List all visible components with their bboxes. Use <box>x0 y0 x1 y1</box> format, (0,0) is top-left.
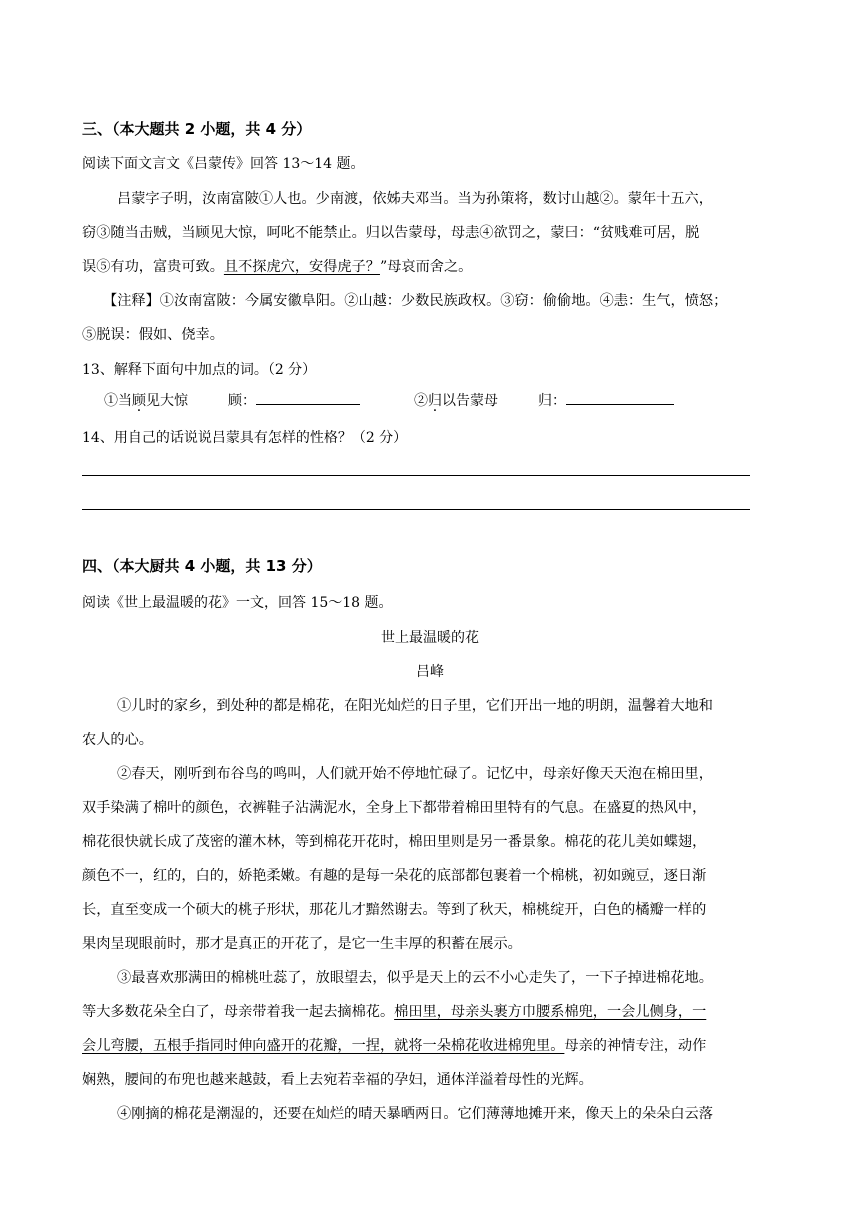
q13-item-1-blank[interactable] <box>256 390 360 405</box>
p4-line-1: ④刚摘的棉花是潮湿的，还要在灿烂的晴天暴晒两日。它们薄薄地摊开来，像天上的朵朵白云落 <box>117 1106 713 1122</box>
passage-line-1: 吕蒙字子明，汝南富陂①人也。少南渡，依姊夫邓当。当为孙策将，数讨山越②。蒙年十五六， <box>117 191 713 207</box>
p3-line-4: 娴熟，腰间的布兜也越来越鼓，看上去宛若幸福的孕妇，通体洋溢着母性的光辉。 <box>82 1072 593 1088</box>
p2-line-3: 棉花很快就长成了茂密的灌木林，等到棉花开花时，棉田里则是另一番景象。棉花的花儿美如蝶翅， <box>82 834 707 850</box>
p1-line-2: 农人的心。 <box>82 732 153 748</box>
passage-line-2: 窃③随当击贼，当顾见大惊，呵叱不能禁止。归以告蒙母，母恚④欲罚之，蒙曰：“贫贱难可居，脱 <box>82 225 700 241</box>
q13-item-2 <box>414 390 498 410</box>
p3-line-3-post: 母亲的神情专注，动作 <box>564 1038 707 1054</box>
p3-underlined-sentence-part-2: 会儿弯腰，五根手指同时伸向盛开的花瓣，一捏，就将一朵棉花收进棉兜里。 <box>82 1038 565 1054</box>
q13-item-2-label: 归： <box>538 393 566 409</box>
passage-line-3-pre: 误⑤有功，富贵可致。 <box>82 259 224 275</box>
notes-line-2: ⑤脱误：假如、侥幸。 <box>82 327 224 343</box>
q14-answer-line-2[interactable] <box>82 509 750 510</box>
q13-item-2-post: 以告蒙母 <box>442 393 498 409</box>
q13-item-1 <box>104 390 188 410</box>
section3-intro: 阅读下面文言文《吕蒙传》回答 13～14 题。 <box>82 156 365 172</box>
q13-item-2-pre: ② <box>414 393 428 409</box>
q13-item-1-post: 见大惊 <box>146 393 188 409</box>
p3-line-3 <box>82 1035 706 1055</box>
q13-item-1-label: 顾： <box>228 393 256 409</box>
p1-line-1: ①儿时的家乡，到处种的都是棉花，在阳光灿烂的日子里，它们开出一地的明朗，温馨着大地和 <box>117 698 713 714</box>
article-title: 世上最温暖的花 <box>381 630 479 646</box>
p2-line-2: 双手染满了棉叶的颜色，衣裤鞋子沾满泥水，全身上下都带着棉田里特有的气息。在盛夏的热风中， <box>82 800 707 816</box>
p3-line-2-pre: 等大多数花朵全白了，母亲带着我一起去摘棉花。 <box>82 1004 395 1020</box>
p2-line-4: 颜色不一，红的，白的，娇艳柔嫩。有趣的是每一朵花的底部都包裹着一个棉桃，初如豌豆，逐日渐 <box>82 868 707 884</box>
article-author: 吕峰 <box>416 664 444 680</box>
p2-line-1: ②春天，刚听到布谷鸟的鸣叫，人们就开始不停地忙碌了。记忆中，母亲好像天天泡在棉田里， <box>117 766 713 782</box>
passage-underlined-quote: 且不探虎穴，安得虎子？ <box>223 259 380 275</box>
passage-line-3 <box>82 256 472 276</box>
section4-heading: 四、（本大厨共 4 小题，共 13 分） <box>82 557 322 575</box>
p2-line-6: 果肉呈现眼前时，那才是真正的开花了，是它一生丰厚的积蓄在展示。 <box>82 936 522 952</box>
q13-item-2-dotted-word: 归 <box>428 393 442 409</box>
q13-item-1-pre: ①当 <box>104 393 132 409</box>
q14-stem: 14、用自己的话说说吕蒙具有怎样的性格？（2 分） <box>82 430 408 446</box>
q13-item-1-answer <box>228 390 360 410</box>
passage-line-3-post: ”母哀而舍之。 <box>379 259 473 275</box>
p3-line-1: ③最喜欢那满田的棉桃吐蕊了，放眼望去，似乎是天上的云不小心走失了，一下子掉进棉花地。 <box>117 970 713 986</box>
p2-line-5: 长，直至变成一个硕大的桃子形状，那花儿才黯然谢去。等到了秋天，棉桃绽开，白色的橘瓣一样的 <box>82 902 707 918</box>
q13-item-2-blank[interactable] <box>566 390 674 405</box>
q13-stem: 13、解释下面句中加点的词。（2 分） <box>82 362 317 378</box>
q13-item-2-answer <box>538 390 674 410</box>
p3-line-2 <box>82 1001 706 1021</box>
section4-intro: 阅读《世上最温暖的花》一文，回答 15～18 题。 <box>82 595 393 611</box>
section3-heading: 三、（本大题共 2 小题，共 4 分） <box>82 120 312 138</box>
p3-underlined-sentence-part-1: 棉田里，母亲头裹方巾腰系棉兜，一会儿侧身，一 <box>394 1004 707 1020</box>
notes-line-1: 【注释】①汝南富陂：今属安徽阜阳。②山越：少数民族政权。③窃：偷偷地。④恚：生气，愤怒； <box>103 293 728 309</box>
q13-item-1-dotted-word: 顾 <box>132 393 146 409</box>
q14-answer-line-1[interactable] <box>82 475 750 476</box>
